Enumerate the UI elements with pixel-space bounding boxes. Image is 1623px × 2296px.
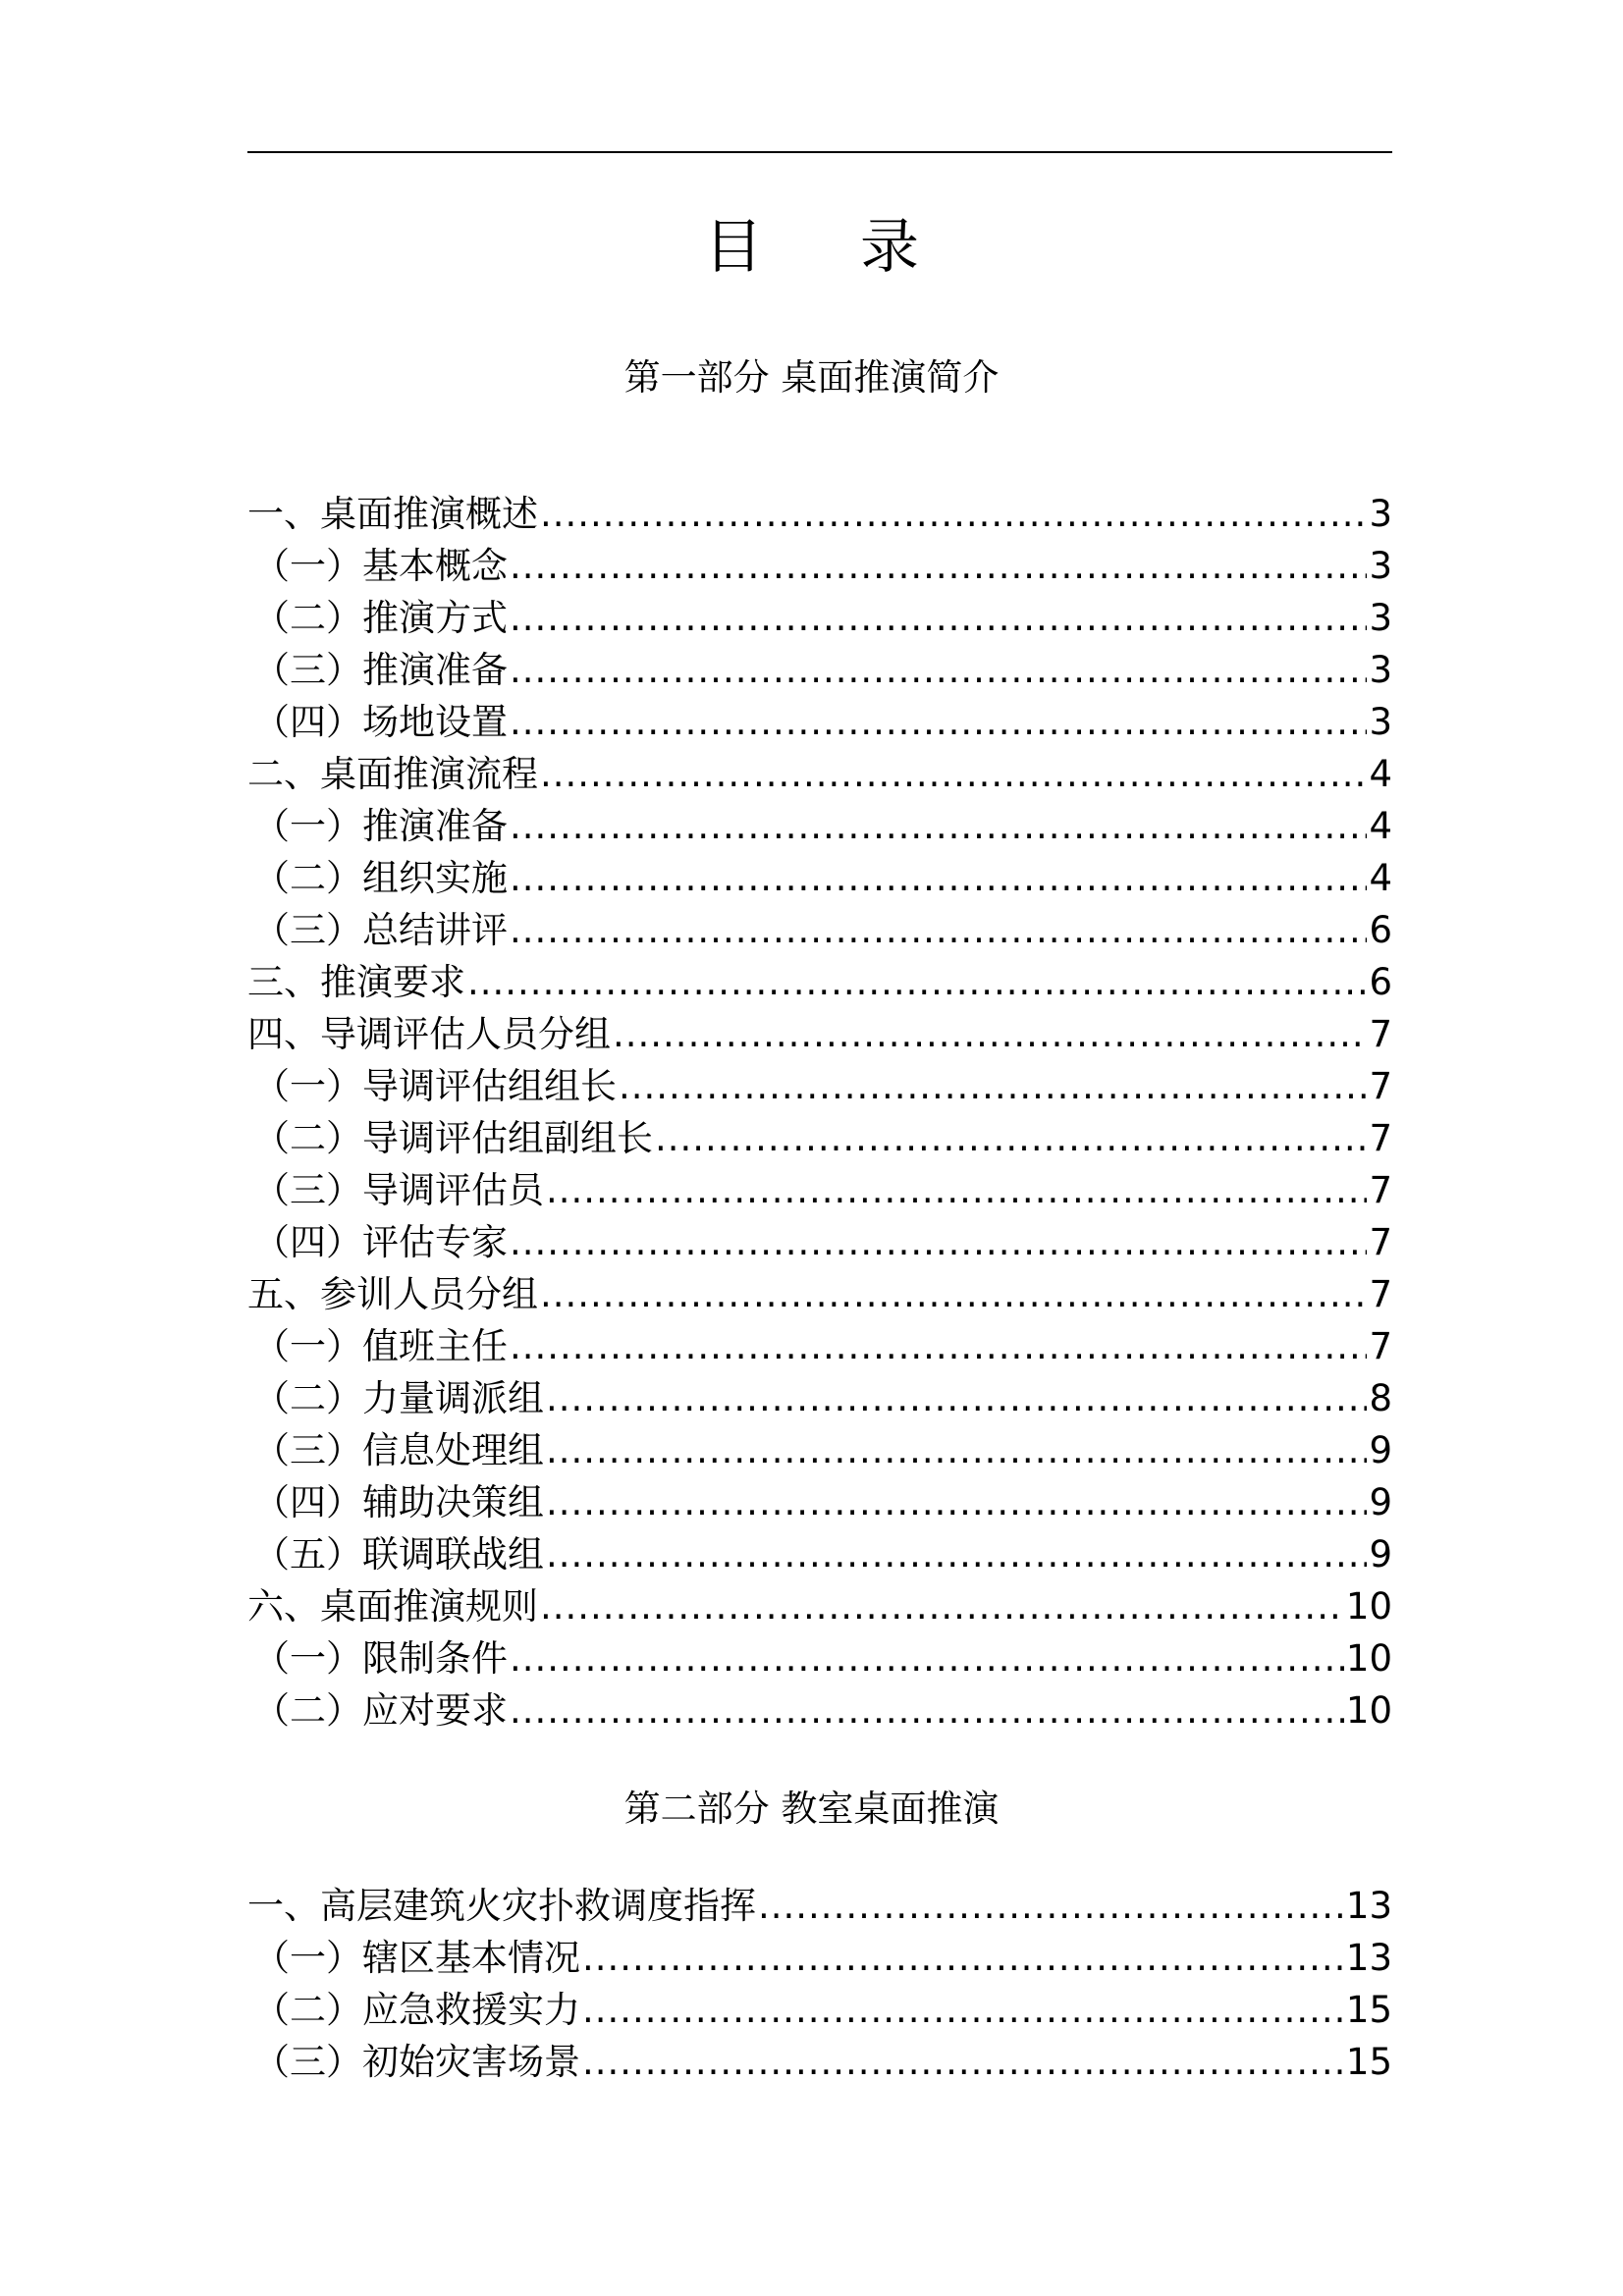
toc-dot-leader — [619, 1060, 1367, 1112]
toc-dot-leader — [510, 800, 1367, 852]
toc-dot-leader — [510, 644, 1367, 696]
toc-dot-leader — [655, 1112, 1367, 1164]
toc-entry[interactable] — [247, 540, 1392, 592]
toc-entry-title: （三）总结讲评 — [253, 909, 508, 951]
toc-entry-title: 五、参训人员分组 — [247, 1273, 538, 1315]
toc-dot-leader — [582, 2036, 1344, 2088]
toc-page-number: 3 — [1369, 493, 1392, 535]
toc-page-number: 10 — [1345, 1689, 1392, 1732]
toc-dot-leader — [510, 592, 1367, 644]
toc-entry-title: 一、高层建筑火灾扑救调度指挥 — [247, 1885, 756, 1927]
toc-dot-leader — [510, 696, 1367, 748]
toc-page-number: 7 — [1369, 1013, 1392, 1055]
toc-entry[interactable] — [247, 1060, 1392, 1112]
toc-dot-leader — [510, 1216, 1367, 1268]
toc-entry-title: （一）导调评估组组长 — [253, 1065, 617, 1107]
toc-entry-title: 二、桌面推演流程 — [247, 753, 538, 795]
toc-entry-title: （三）推演准备 — [253, 649, 508, 691]
toc-part-2 — [247, 1880, 1392, 2088]
toc-entry[interactable] — [247, 1476, 1392, 1528]
toc-entry-title: （二）应急救援实力 — [253, 1989, 580, 2031]
toc-entry-title: （三）信息处理组 — [253, 1429, 544, 1471]
toc-dot-leader — [758, 1880, 1344, 1932]
toc-entry[interactable] — [247, 1880, 1392, 1932]
toc-dot-leader — [510, 1684, 1344, 1736]
toc-page-number: 13 — [1345, 1885, 1392, 1927]
toc-page-number: 4 — [1369, 857, 1392, 899]
toc-dot-leader — [546, 1372, 1367, 1424]
toc-page-number: 3 — [1369, 545, 1392, 587]
toc-entry[interactable] — [247, 1932, 1392, 1984]
toc-entry-title: （一）推演准备 — [253, 805, 508, 847]
toc-page-number: 3 — [1369, 597, 1392, 639]
toc-dot-leader — [467, 956, 1367, 1008]
toc-page-number: 4 — [1369, 805, 1392, 847]
toc-entry[interactable] — [247, 1216, 1392, 1268]
toc-page-number: 15 — [1345, 2041, 1392, 2083]
toc-entry-title: （四）辅助决策组 — [253, 1481, 544, 1523]
toc-page-number: 6 — [1369, 961, 1392, 1003]
header-rule — [247, 151, 1392, 153]
toc-entry[interactable] — [247, 1632, 1392, 1684]
toc-entry[interactable] — [247, 1424, 1392, 1476]
toc-entry-title: （二）导调评估组副组长 — [253, 1117, 653, 1159]
toc-entry[interactable] — [247, 488, 1392, 540]
toc-dot-leader — [540, 1268, 1367, 1320]
toc-page-number: 8 — [1369, 1377, 1392, 1419]
toc-entry-title: 六、桌面推演规则 — [247, 1585, 538, 1628]
toc-dot-leader — [546, 1164, 1367, 1216]
toc-dot-leader — [546, 1424, 1367, 1476]
toc-page-number: 7 — [1369, 1169, 1392, 1211]
toc-entry[interactable] — [247, 1684, 1392, 1736]
toc-entry[interactable] — [247, 800, 1392, 852]
toc-entry-title: （三）初始灾害场景 — [253, 2041, 580, 2083]
toc-page-number: 7 — [1369, 1221, 1392, 1263]
toc-page-number: 13 — [1345, 1937, 1392, 1979]
toc-entry[interactable] — [247, 644, 1392, 696]
toc-page-number: 7 — [1369, 1325, 1392, 1367]
toc-entry-title: （一）辖区基本情况 — [253, 1937, 580, 1979]
toc-entry[interactable] — [247, 696, 1392, 748]
toc-dot-leader — [540, 748, 1367, 800]
toc-entry[interactable] — [247, 1528, 1392, 1580]
toc-dot-leader — [582, 1984, 1344, 2036]
toc-entry[interactable] — [247, 748, 1392, 800]
toc-entry-title: （五）联调联战组 — [253, 1533, 544, 1575]
toc-dot-leader — [540, 488, 1367, 540]
toc-page-number: 3 — [1369, 701, 1392, 743]
toc-dot-leader — [510, 540, 1367, 592]
toc-page-number: 7 — [1369, 1117, 1392, 1159]
toc-dot-leader — [582, 1932, 1344, 1984]
toc-entry-title: （二）力量调派组 — [253, 1377, 544, 1419]
toc-page-number: 10 — [1345, 1637, 1392, 1680]
toc-entry-title: （一）限制条件 — [253, 1637, 508, 1680]
toc-entry-title: （一）值班主任 — [253, 1325, 508, 1367]
toc-entry-title: （一）基本概念 — [253, 545, 508, 587]
toc-page-number: 9 — [1369, 1481, 1392, 1523]
part-1-heading: 第一部分 桌面推演简介 — [623, 356, 1000, 399]
toc-entry[interactable] — [247, 1984, 1392, 2036]
toc-page-number: 4 — [1369, 753, 1392, 795]
toc-dot-leader — [510, 852, 1367, 904]
toc-entry[interactable] — [247, 956, 1392, 1008]
toc-dot-leader — [613, 1008, 1367, 1060]
toc-entry[interactable] — [247, 852, 1392, 904]
toc-entry-title: 一、桌面推演概述 — [247, 493, 538, 535]
toc-entry-title: 四、导调评估人员分组 — [247, 1013, 611, 1055]
toc-dot-leader — [546, 1476, 1367, 1528]
part-2-heading: 第二部分 教室桌面推演 — [623, 1788, 1000, 1830]
toc-entry-title: （二）推演方式 — [253, 597, 508, 639]
toc-page-number: 6 — [1369, 909, 1392, 951]
toc-entry[interactable] — [247, 1008, 1392, 1060]
toc-entry-title: （二）组织实施 — [253, 857, 508, 899]
toc-entry[interactable] — [247, 904, 1392, 956]
toc-entry-title: （四）评估专家 — [253, 1221, 508, 1263]
toc-page-number: 7 — [1369, 1273, 1392, 1315]
toc-dot-leader — [510, 904, 1367, 956]
toc-entry[interactable] — [247, 1164, 1392, 1216]
toc-entry-title: （四）场地设置 — [253, 701, 508, 743]
toc-dot-leader — [510, 1320, 1367, 1372]
toc-entry-title: （二）应对要求 — [253, 1689, 508, 1732]
toc-dot-leader — [510, 1632, 1344, 1684]
toc-part-1 — [247, 488, 1392, 1736]
toc-entry[interactable] — [247, 2036, 1392, 2088]
toc-page-number: 15 — [1345, 1989, 1392, 2031]
toc-entry[interactable] — [247, 1372, 1392, 1424]
toc-entry-title: 三、推演要求 — [247, 961, 465, 1003]
toc-entry[interactable] — [247, 1320, 1392, 1372]
toc-dot-leader — [546, 1528, 1367, 1580]
toc-entry[interactable] — [247, 1580, 1392, 1632]
toc-entry[interactable] — [247, 1268, 1392, 1320]
toc-page-number: 9 — [1369, 1429, 1392, 1471]
toc-page-number: 3 — [1369, 649, 1392, 691]
page-title: 目 录 — [703, 213, 959, 282]
toc-entry[interactable] — [247, 1112, 1392, 1164]
toc-page-number: 7 — [1369, 1065, 1392, 1107]
toc-entry-title: （三）导调评估员 — [253, 1169, 544, 1211]
toc-entry[interactable] — [247, 592, 1392, 644]
toc-page-number: 9 — [1369, 1533, 1392, 1575]
toc-page-number: 10 — [1345, 1585, 1392, 1628]
toc-dot-leader — [540, 1580, 1344, 1632]
